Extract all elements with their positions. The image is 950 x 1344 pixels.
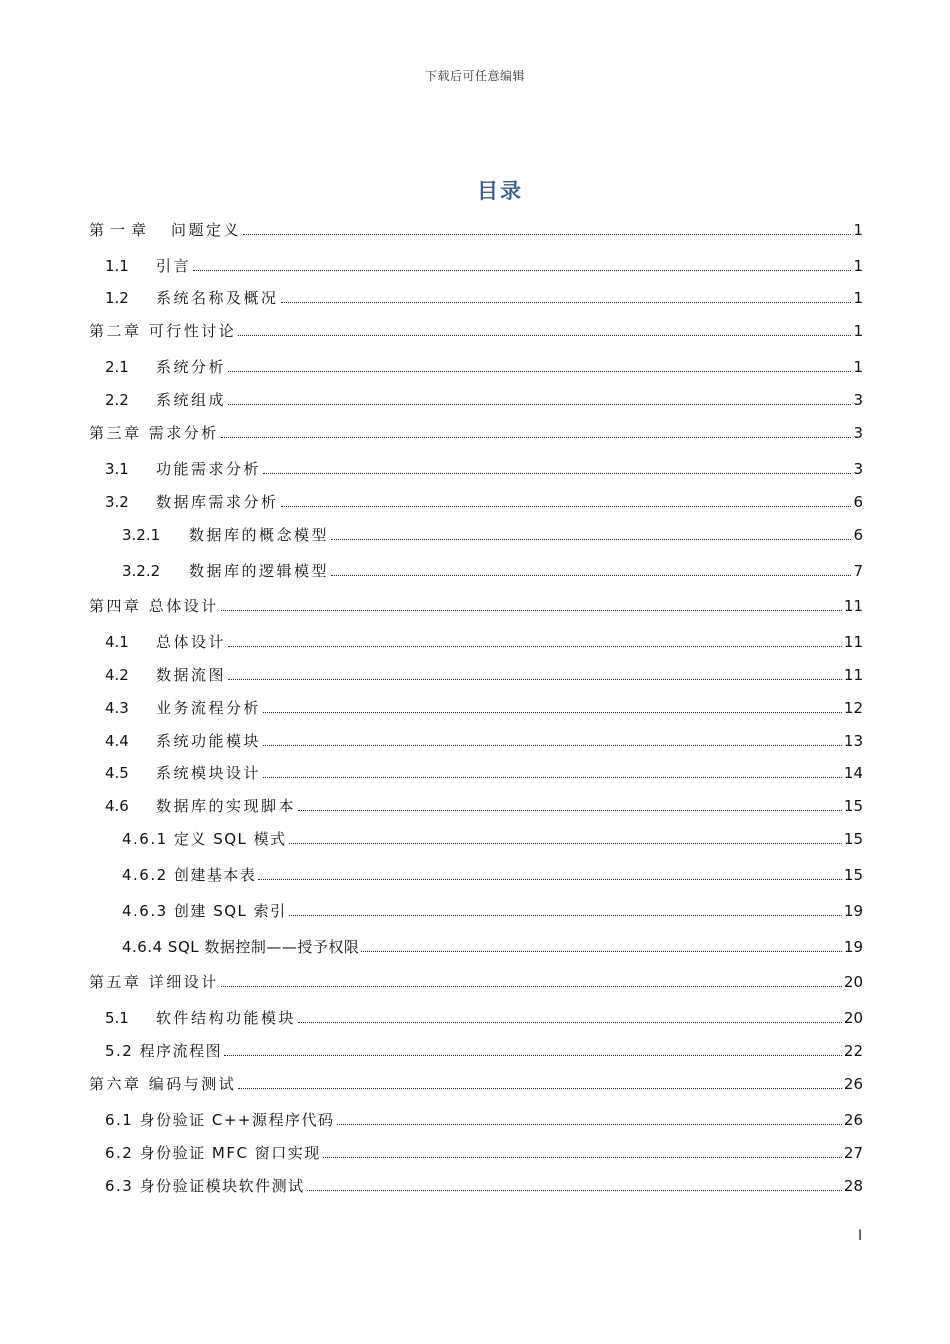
toc-entry-3-1[interactable]: [105, 459, 863, 479]
toc-entry-page: 22: [843, 1042, 863, 1060]
toc-leader-dots: [228, 679, 842, 680]
toc-entry-text: 系统名称及概况: [156, 289, 279, 307]
toc-entry-page: 11: [843, 666, 863, 684]
toc-entry-chapter-3[interactable]: [89, 423, 863, 443]
toc-entry-3-2[interactable]: [105, 492, 863, 512]
toc-entry-number: 1.2: [105, 289, 129, 307]
toc-entry-text: 4.6.2 创建基本表: [122, 866, 257, 884]
page-header-note: 下载后可任意编辑: [424, 69, 525, 83]
toc-entry-page: 1: [853, 257, 863, 275]
toc-entry-page: 1: [853, 322, 863, 340]
toc-entry-text: 系统分析: [156, 358, 227, 376]
toc-entry-text: 总体设计: [156, 633, 227, 651]
toc-entry-4-4[interactable]: [105, 731, 863, 751]
toc-entry-page: 3: [853, 391, 863, 409]
toc-leader-dots: [298, 1022, 842, 1023]
toc-entry-number: 4.1: [105, 633, 129, 651]
toc-leader-dots: [263, 473, 851, 474]
toc-entry-page: 28: [843, 1177, 863, 1195]
toc-entry-4-6-4[interactable]: [122, 937, 863, 957]
toc-entry-text: 第五章 详细设计: [89, 973, 219, 991]
toc-leader-dots: [263, 777, 842, 778]
toc-entry-4-6[interactable]: [105, 796, 863, 816]
toc-entry-4-6-1[interactable]: [122, 829, 863, 849]
toc-leader-dots: [331, 539, 851, 540]
toc-entry-page: 13: [843, 732, 863, 750]
toc-entry-text: 第四章 总体设计: [89, 597, 219, 615]
toc-entry-number: 3.1: [105, 460, 129, 478]
toc-entry-number: 3.2.2: [122, 562, 161, 580]
toc-entry-5-1[interactable]: [105, 1008, 863, 1028]
toc-entry-3-2-2[interactable]: [122, 561, 863, 581]
toc-leader-dots: [337, 1124, 842, 1125]
toc-leader-dots: [228, 646, 842, 647]
toc-entry-text: 数据库的逻辑模型: [189, 562, 330, 580]
toc-entry-text: 第六章 编码与测试: [89, 1075, 237, 1093]
toc-entry-4-3[interactable]: [105, 698, 863, 718]
toc-entry-text: 第三章 需求分析: [89, 424, 219, 442]
toc-entry-text: 软件结构功能模块: [156, 1009, 297, 1027]
toc-entry-chapter-5[interactable]: [89, 972, 863, 992]
toc-entry-page: 1: [853, 289, 863, 307]
toc-entry-4-6-2[interactable]: [122, 865, 863, 885]
toc-title: 目录: [477, 179, 523, 203]
toc-entry-6-1[interactable]: [105, 1110, 863, 1130]
toc-leader-dots: [228, 404, 851, 405]
toc-leader-dots: [263, 745, 842, 746]
toc-entry-page: 3: [853, 460, 863, 478]
toc-entry-number: 2.2: [105, 391, 129, 409]
toc-entry-page: 15: [843, 797, 863, 815]
toc-leader-dots: [238, 335, 851, 336]
toc-entry-6-3[interactable]: [105, 1176, 863, 1196]
toc-leader-dots: [281, 506, 852, 507]
toc-leader-dots: [331, 575, 851, 576]
toc-leader-dots: [361, 951, 842, 952]
toc-entry-3-2-1[interactable]: [122, 525, 863, 545]
page-number: I: [858, 1228, 863, 1244]
toc-entry-page: 6: [853, 526, 863, 544]
toc-entry-chapter-2[interactable]: [89, 321, 863, 341]
toc-entry-text: 第二章 可行性讨论: [89, 322, 237, 340]
toc-entry-number: 3.2: [105, 493, 129, 511]
toc-entry-page: 11: [843, 633, 863, 651]
toc-leader-dots: [307, 1190, 842, 1191]
toc-entry-page: 1: [853, 221, 863, 239]
toc-entry-page: 11: [843, 597, 863, 615]
toc-entry-1-1[interactable]: [105, 256, 863, 276]
toc-entry-6-2[interactable]: [105, 1143, 863, 1163]
toc-entry-text: 数据库的实现脚本: [156, 797, 297, 815]
toc-entry-page: 20: [843, 973, 863, 991]
toc-entry-page: 1: [853, 358, 863, 376]
toc-entry-text: 数据库的概念模型: [189, 526, 330, 544]
toc-leader-dots: [323, 1157, 842, 1158]
toc-entry-number: 3.2.1: [122, 526, 161, 544]
toc-leader-dots: [228, 371, 851, 372]
toc-entry-chapter-6[interactable]: [89, 1074, 863, 1094]
toc-leader-dots: [289, 843, 842, 844]
toc-entry-page: 15: [843, 866, 863, 884]
toc-entry-number: 第一章: [89, 221, 153, 239]
toc-leader-dots: [238, 1088, 842, 1089]
toc-entry-number: 4.6: [105, 797, 129, 815]
toc-leader-dots: [289, 915, 842, 916]
toc-entry-text: 引言: [156, 257, 192, 275]
toc-entry-text: 业务流程分析: [156, 699, 262, 717]
toc-leader-dots: [281, 302, 852, 303]
toc-entry-number: 1.1: [105, 257, 129, 275]
toc-entry-text: 4.6.3 创建 SQL 索引: [122, 902, 287, 920]
toc-leader-dots: [221, 610, 842, 611]
toc-entry-text: 5.2 程序流程图: [105, 1042, 223, 1060]
toc-entry-number: 2.1: [105, 358, 129, 376]
toc-entry-text: 系统功能模块: [156, 732, 262, 750]
toc-entry-5-2[interactable]: [105, 1041, 863, 1061]
toc-entry-page: 3: [853, 424, 863, 442]
toc-entry-text: 问题定义: [171, 221, 242, 239]
toc-entry-page: 15: [843, 830, 863, 848]
toc-leader-dots: [221, 437, 852, 438]
toc-entry-number: 4.5: [105, 764, 129, 782]
toc-entry-text: 6.3 身份验证模块软件测试: [105, 1177, 305, 1195]
toc-entry-number: 4.4: [105, 732, 129, 750]
toc-entry-text: 数据流图: [156, 666, 227, 684]
toc-entry-4-5[interactable]: [105, 763, 863, 783]
toc-entry-4-1[interactable]: [105, 632, 863, 652]
toc-entry-page: 20: [843, 1009, 863, 1027]
toc-entry-page: 26: [843, 1111, 863, 1129]
toc-entry-text: 4.6.4 SQL 数据控制——授予权限: [122, 938, 360, 956]
toc-entry-page: 19: [843, 938, 863, 956]
toc-leader-dots: [224, 1055, 842, 1056]
toc-entry-text: 6.2 身份验证 MFC 窗口实现: [105, 1144, 321, 1162]
toc-entry-text: 功能需求分析: [156, 460, 262, 478]
toc-entry-chapter-1[interactable]: [89, 220, 863, 240]
toc-entry-4-6-3[interactable]: [122, 901, 863, 921]
toc-leader-dots: [263, 712, 842, 713]
toc-entry-page: 6: [853, 493, 863, 511]
toc-entry-number: 4.3: [105, 699, 129, 717]
toc-entry-number: 5.1: [105, 1009, 129, 1027]
toc-entry-2-2[interactable]: [105, 390, 863, 410]
toc-entry-2-1[interactable]: [105, 357, 863, 377]
toc-entry-page: 19: [843, 902, 863, 920]
toc-leader-dots: [258, 879, 841, 880]
toc-entry-text: 系统模块设计: [156, 764, 262, 782]
toc-entry-page: 7: [853, 562, 863, 580]
toc-entry-page: 14: [843, 764, 863, 782]
toc-entry-4-2[interactable]: [105, 665, 863, 685]
toc-entry-page: 12: [843, 699, 863, 717]
toc-entry-page: 27: [843, 1144, 863, 1162]
toc-entry-number: 4.2: [105, 666, 129, 684]
toc-entry-text: 系统组成: [156, 391, 227, 409]
toc-entry-chapter-4[interactable]: [89, 596, 863, 616]
toc-leader-dots: [243, 234, 851, 235]
toc-entry-text: 数据库需求分析: [156, 493, 279, 511]
toc-entry-text: 4.6.1 定义 SQL 模式: [122, 830, 287, 848]
toc-entry-page: 26: [843, 1075, 863, 1093]
toc-leader-dots: [221, 986, 842, 987]
toc-leader-dots: [298, 810, 842, 811]
toc-leader-dots: [193, 270, 851, 271]
toc-entry-text: 6.1 身份验证 C++源程序代码: [105, 1111, 335, 1129]
toc-entry-1-2[interactable]: [105, 288, 863, 308]
